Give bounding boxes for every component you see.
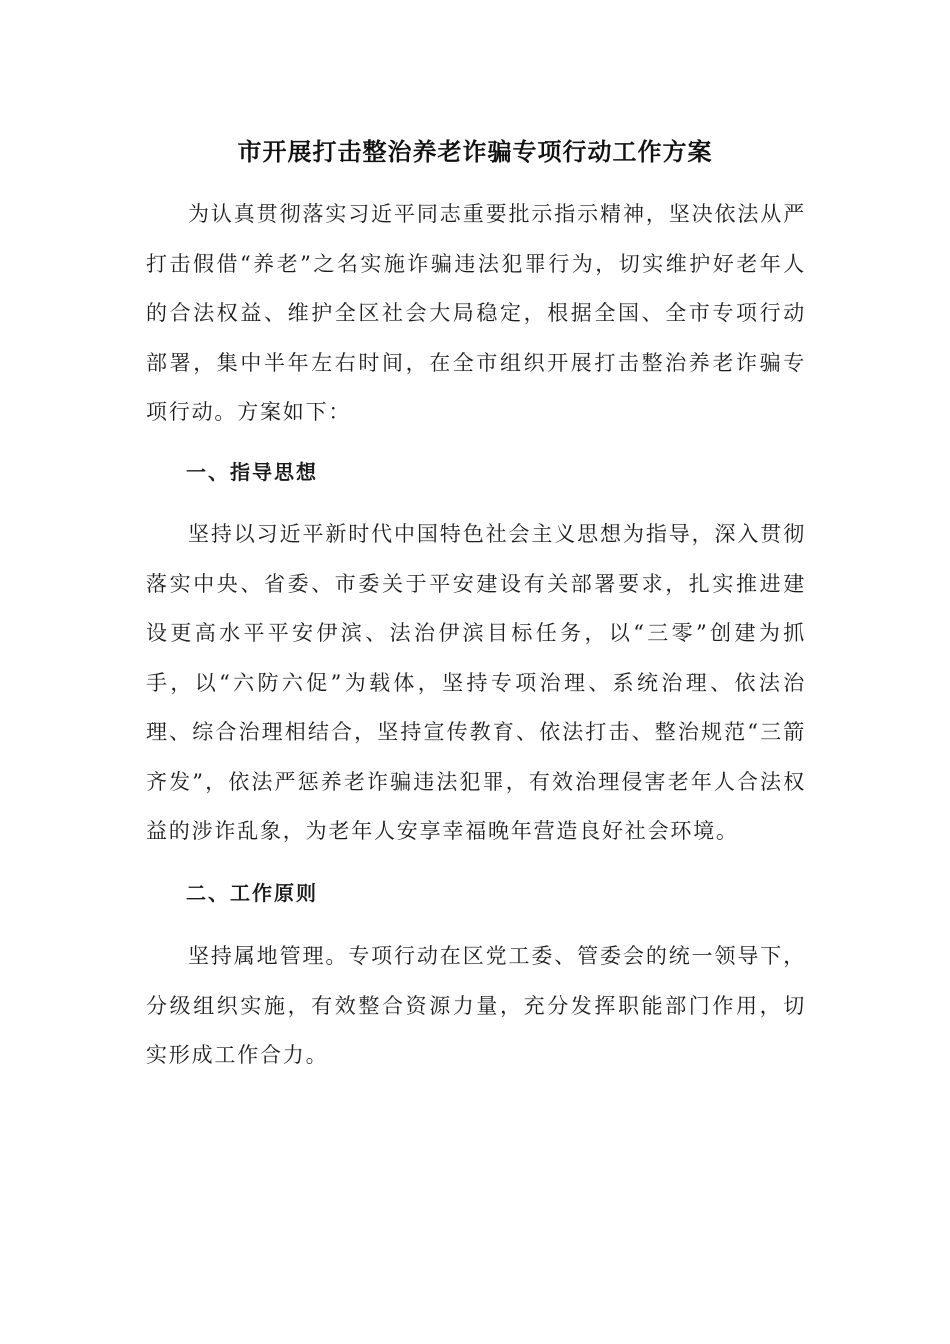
document-title: 市开展打击整治养老诈骗专项行动工作方案 xyxy=(237,138,713,166)
work-principles-paragraph: 坚持属地管理。专项行动在区党工委、管委会的统一领导下，分级组织实施，有效整合资源力量，充分发挥职能部门作用，切实形成工作合力。 xyxy=(146,944,806,1067)
intro-paragraph: 为认真贯彻落实习近平同志重要批示指示精神，坚决依法从严打击假借“养老”之名实施诈骗违法犯罪行为，切实维护好老年人的合法权益、维护全区社会大局稳定，根据全国、全市专项行动部署，集中半年左右时间，在全市组织开展打击整治养老诈骗专项行动。方案如下： xyxy=(146,202,806,424)
section-heading-guiding-ideology: 一、指导思想 xyxy=(186,460,318,484)
section-heading-work-principles: 二、工作原则 xyxy=(186,881,318,905)
guiding-ideology-paragraph: 坚持以习近平新时代中国特色社会主义思想为指导，深入贯彻落实中央、省委、市委关于平安建设有关部署要求，扎实推进建设更高水平平安伊滨、法治伊滨目标任务，以“三零”创建为抓手，以“六防六促”为载体，坚持专项治理、系统治理、依法治理、综合治理相结合，坚持宣传教育、依法打击、整治规范“三箭齐发”，依法严惩养老诈骗违法犯罪，有效治理侵害老年人合法权益的涉诈乱象，为老年人安享幸福晚年营造良好社会环境。 xyxy=(146,522,806,843)
